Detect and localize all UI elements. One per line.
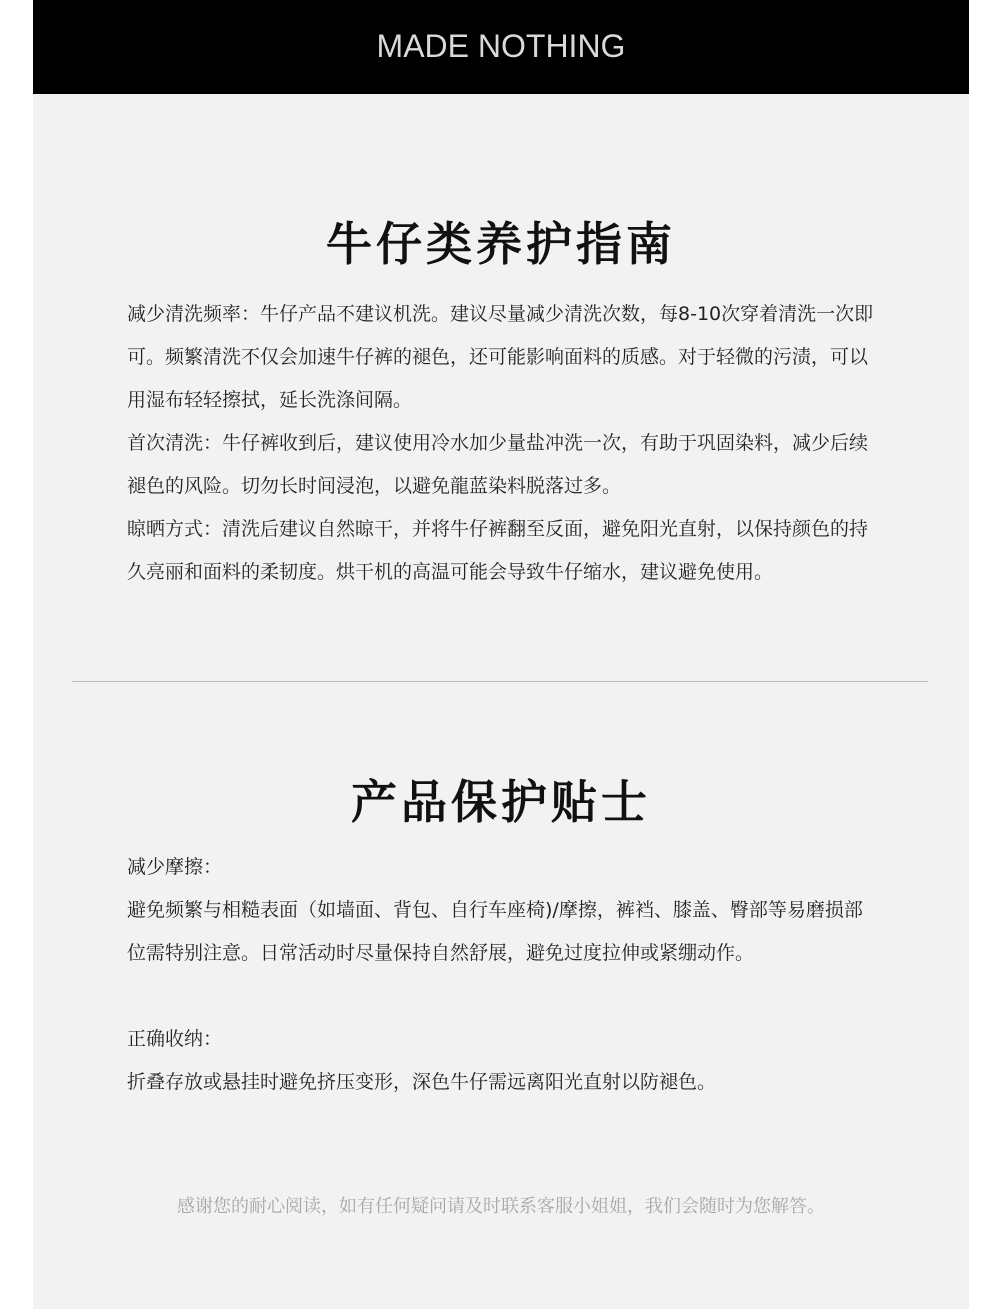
storage-paragraph: 折叠存放或悬挂时避免挤压变形，深色牛仔需远离阳光直射以防褪色。 bbox=[127, 1071, 717, 1093]
thank-you-note: 感谢您的耐心阅读，如有任何疑问请及时联系客服小姐姐，我们会随时为您解答。 bbox=[177, 1196, 825, 1217]
wash-frequency-paragraph: 减少清洗频率：牛仔产品不建议机洗。建议尽量减少清洗次数，每8-10次穿着清洗一次即可。频繁清洗不仅会加速牛仔裤的褪色，还可能影响面料的质感。对于轻微的污渍，可以用湿布轻轻擦拭，延长洗涤间隔。 bbox=[127, 303, 874, 411]
drying-paragraph: 晾晒方式：清洗后建议自然晾干，并将牛仔裤翻至反面，避免阳光直射，以保持颜色的持久亮丽和面料的柔韧度。烘干机的高温可能会导致牛仔缩水，建议避免使用。 bbox=[127, 518, 869, 583]
storage-heading: 正确收纳： bbox=[127, 1028, 223, 1050]
first-wash-paragraph: 首次清洗：牛仔裤收到后，建议使用冷水加少量盐冲洗一次，有助于巩固染料，减少后续褪色的风险。切勿长时间浸泡，以避免龍蓝染料脱落过多。 bbox=[127, 432, 869, 497]
brand-banner bbox=[33, 0, 969, 94]
friction-paragraph: 避免频繁与相糙表面（如墙面、背包、自行车座椅)/摩擦，裤裆、膝盖、臀部等易磨损部位需特别注意。日常活动时尽量保持自然舒展，避免过度拉伸或紧绷动作。 bbox=[127, 899, 863, 964]
denim-care-title: 牛仔类养护指南 bbox=[326, 217, 676, 271]
friction-heading: 减少摩擦： bbox=[127, 856, 223, 878]
brand-name: MADE NOTHING bbox=[376, 27, 626, 64]
section-divider bbox=[72, 681, 928, 682]
content-panel bbox=[33, 0, 969, 1309]
protection-tips-title: 产品保护贴士 bbox=[351, 775, 651, 829]
